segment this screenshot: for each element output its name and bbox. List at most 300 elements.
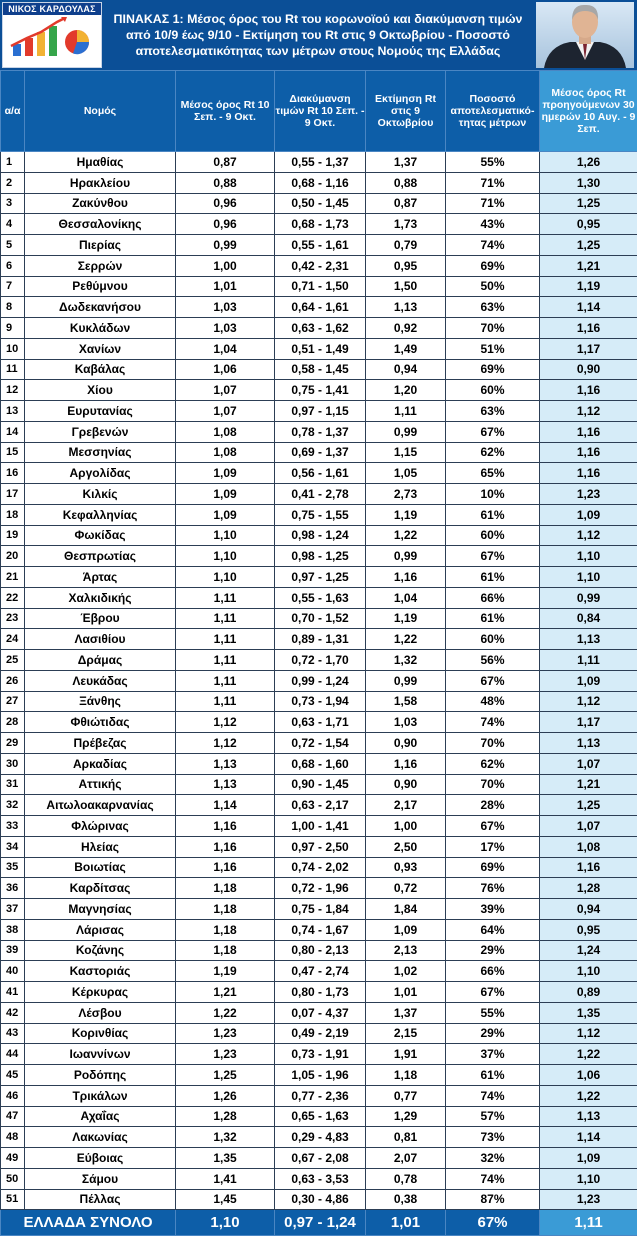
- row-effectiveness: 56%: [446, 650, 540, 671]
- row-mean: 1,10: [176, 546, 275, 567]
- row-range: 0,63 - 1,62: [275, 318, 366, 339]
- row-number: 2: [1, 172, 25, 193]
- table-row: [1, 421, 637, 442]
- row-estimate: 1,09: [366, 919, 446, 940]
- row-estimate: 2,07: [366, 1148, 446, 1169]
- row-number: 5: [1, 235, 25, 256]
- logo-name: ΝΙΚΟΣ ΚΑΡΔΟΥΛΑΣ: [3, 3, 101, 15]
- table-row: [1, 255, 637, 276]
- row-mean: 1,08: [176, 442, 275, 463]
- logo: [2, 2, 102, 68]
- row-effectiveness: 69%: [446, 255, 540, 276]
- row-estimate: 1,49: [366, 338, 446, 359]
- row-range: 0,55 - 1,63: [275, 587, 366, 608]
- row-effectiveness: 60%: [446, 629, 540, 650]
- row-prev-mean: 1,25: [540, 193, 637, 214]
- row-nomos: Μεσσηνίας: [25, 442, 176, 463]
- row-nomos: Ξάνθης: [25, 691, 176, 712]
- row-range: 0,99 - 1,24: [275, 670, 366, 691]
- row-mean: 1,18: [176, 940, 275, 961]
- row-number: 33: [1, 816, 25, 837]
- row-nomos: Δράμας: [25, 650, 176, 671]
- title-line-1: ΠΙΝΑΚΑΣ 1: Μέσος όρος του Rt του κορωνοϊού και διακύμανση τιμών: [106, 11, 530, 27]
- table-row: [1, 380, 637, 401]
- row-range: 0,73 - 1,91: [275, 1044, 366, 1065]
- row-range: 0,89 - 1,31: [275, 629, 366, 650]
- row-mean: 1,35: [176, 1148, 275, 1169]
- row-prev-mean: 1,16: [540, 463, 637, 484]
- table-row: [1, 504, 637, 525]
- row-number: 39: [1, 940, 25, 961]
- row-number: 1: [1, 152, 25, 173]
- total-mean: 1,10: [176, 1210, 275, 1236]
- row-number: 17: [1, 484, 25, 505]
- row-prev-mean: 1,21: [540, 774, 637, 795]
- row-range: 0,72 - 1,70: [275, 650, 366, 671]
- row-range: 0,98 - 1,25: [275, 546, 366, 567]
- row-effectiveness: 69%: [446, 359, 540, 380]
- row-estimate: 1,00: [366, 816, 446, 837]
- row-mean: 0,96: [176, 193, 275, 214]
- row-estimate: 2,15: [366, 1023, 446, 1044]
- row-number: 34: [1, 836, 25, 857]
- row-mean: 1,11: [176, 608, 275, 629]
- row-effectiveness: 71%: [446, 172, 540, 193]
- row-nomos: Αργολίδας: [25, 463, 176, 484]
- row-prev-mean: 1,12: [540, 401, 637, 422]
- row-number: 36: [1, 878, 25, 899]
- table-row: [1, 1044, 637, 1065]
- table-row: [1, 401, 637, 422]
- row-number: 27: [1, 691, 25, 712]
- row-nomos: Άρτας: [25, 567, 176, 588]
- row-nomos: Ηρακλείου: [25, 172, 176, 193]
- row-effectiveness: 55%: [446, 152, 540, 173]
- chart-logo-icon: [7, 16, 97, 58]
- row-effectiveness: 67%: [446, 982, 540, 1003]
- table-row: [1, 733, 637, 754]
- row-number: 21: [1, 567, 25, 588]
- row-nomos: Δωδεκανήσου: [25, 297, 176, 318]
- row-estimate: 0,93: [366, 857, 446, 878]
- row-estimate: 1,22: [366, 525, 446, 546]
- row-mean: 1,23: [176, 1023, 275, 1044]
- row-estimate: 1,32: [366, 650, 446, 671]
- row-mean: 1,21: [176, 982, 275, 1003]
- table-row: [1, 525, 637, 546]
- row-estimate: 0,94: [366, 359, 446, 380]
- row-range: 0,64 - 1,61: [275, 297, 366, 318]
- row-estimate: 1,03: [366, 712, 446, 733]
- row-mean: 1,22: [176, 1002, 275, 1023]
- row-effectiveness: 67%: [446, 816, 540, 837]
- table-row: [1, 1127, 637, 1148]
- row-nomos: Κιλκίς: [25, 484, 176, 505]
- row-effectiveness: 66%: [446, 587, 540, 608]
- table-row: [1, 442, 637, 463]
- header-banner: [0, 0, 637, 70]
- row-mean: 1,03: [176, 297, 275, 318]
- row-prev-mean: 0,95: [540, 919, 637, 940]
- row-mean: 1,10: [176, 525, 275, 546]
- row-effectiveness: 50%: [446, 276, 540, 297]
- row-prev-mean: 1,11: [540, 650, 637, 671]
- table-row: [1, 608, 637, 629]
- row-estimate: 1,73: [366, 214, 446, 235]
- row-effectiveness: 74%: [446, 1085, 540, 1106]
- row-estimate: 0,90: [366, 733, 446, 754]
- row-estimate: 1,84: [366, 899, 446, 920]
- row-number: 48: [1, 1127, 25, 1148]
- row-prev-mean: 1,06: [540, 1065, 637, 1086]
- row-range: 0,30 - 4,86: [275, 1189, 366, 1210]
- row-range: 0,72 - 1,54: [275, 733, 366, 754]
- row-prev-mean: 1,35: [540, 1002, 637, 1023]
- row-number: 18: [1, 504, 25, 525]
- row-prev-mean: 1,23: [540, 1189, 637, 1210]
- row-number: 42: [1, 1002, 25, 1023]
- row-estimate: 0,99: [366, 546, 446, 567]
- table-row: [1, 587, 637, 608]
- row-nomos: Λάρισας: [25, 919, 176, 940]
- row-prev-mean: 1,13: [540, 733, 637, 754]
- rt-table: [0, 70, 637, 1236]
- row-effectiveness: 28%: [446, 795, 540, 816]
- row-range: 0,74 - 1,67: [275, 919, 366, 940]
- row-effectiveness: 57%: [446, 1106, 540, 1127]
- row-nomos: Αχαΐας: [25, 1106, 176, 1127]
- row-number: 31: [1, 774, 25, 795]
- row-nomos: Καβάλας: [25, 359, 176, 380]
- row-number: 25: [1, 650, 25, 671]
- row-estimate: 0,99: [366, 421, 446, 442]
- row-range: 0,58 - 1,45: [275, 359, 366, 380]
- row-range: 0,73 - 1,94: [275, 691, 366, 712]
- row-effectiveness: 17%: [446, 836, 540, 857]
- table-header-row: [1, 71, 637, 152]
- row-number: 10: [1, 338, 25, 359]
- row-mean: 1,11: [176, 629, 275, 650]
- row-prev-mean: 1,22: [540, 1085, 637, 1106]
- row-range: 0,55 - 1,61: [275, 235, 366, 256]
- row-nomos: Εύβοιας: [25, 1148, 176, 1169]
- row-effectiveness: 67%: [446, 670, 540, 691]
- row-estimate: 0,87: [366, 193, 446, 214]
- row-number: 51: [1, 1189, 25, 1210]
- row-number: 28: [1, 712, 25, 733]
- row-prev-mean: 1,16: [540, 380, 637, 401]
- row-nomos: Λασιθίου: [25, 629, 176, 650]
- row-mean: 0,88: [176, 172, 275, 193]
- row-number: 3: [1, 193, 25, 214]
- row-nomos: Πρέβεζας: [25, 733, 176, 754]
- total-estimate: 1,01: [366, 1210, 446, 1236]
- table-row: [1, 338, 637, 359]
- col-range: Διακύμανση τιμών Rt 10 Σεπ. - 9 Οκτ.: [275, 71, 366, 152]
- row-mean: 1,25: [176, 1065, 275, 1086]
- table-row: [1, 484, 637, 505]
- row-range: 0,68 - 1,73: [275, 214, 366, 235]
- row-nomos: Αττικής: [25, 774, 176, 795]
- row-range: 0,68 - 1,16: [275, 172, 366, 193]
- row-mean: 1,08: [176, 421, 275, 442]
- row-mean: 1,10: [176, 567, 275, 588]
- row-prev-mean: 1,12: [540, 525, 637, 546]
- row-estimate: 0,81: [366, 1127, 446, 1148]
- row-number: 14: [1, 421, 25, 442]
- total-row: [1, 1210, 637, 1236]
- row-nomos: Καρδίτσας: [25, 878, 176, 899]
- row-nomos: Σερρών: [25, 255, 176, 276]
- row-nomos: Ρεθύμνου: [25, 276, 176, 297]
- row-estimate: 1,01: [366, 982, 446, 1003]
- table-row: [1, 1106, 637, 1127]
- row-estimate: 1,11: [366, 401, 446, 422]
- row-estimate: 2,13: [366, 940, 446, 961]
- table-row: [1, 318, 637, 339]
- row-number: 41: [1, 982, 25, 1003]
- row-effectiveness: 61%: [446, 567, 540, 588]
- row-range: 0,70 - 1,52: [275, 608, 366, 629]
- table-row: [1, 1023, 637, 1044]
- row-mean: 1,18: [176, 878, 275, 899]
- table-row: [1, 359, 637, 380]
- table-row: [1, 691, 637, 712]
- author-photo: [536, 2, 634, 68]
- row-range: 1,00 - 1,41: [275, 816, 366, 837]
- row-effectiveness: 62%: [446, 442, 540, 463]
- row-prev-mean: 1,10: [540, 546, 637, 567]
- row-prev-mean: 1,12: [540, 1023, 637, 1044]
- row-effectiveness: 60%: [446, 525, 540, 546]
- row-mean: 1,14: [176, 795, 275, 816]
- row-range: 0,51 - 1,49: [275, 338, 366, 359]
- row-estimate: 1,15: [366, 442, 446, 463]
- row-number: 15: [1, 442, 25, 463]
- row-effectiveness: 62%: [446, 753, 540, 774]
- row-effectiveness: 65%: [446, 463, 540, 484]
- row-prev-mean: 1,28: [540, 878, 637, 899]
- row-mean: 1,18: [176, 919, 275, 940]
- total-prev-mean: 1,11: [540, 1210, 637, 1236]
- row-effectiveness: 29%: [446, 1023, 540, 1044]
- row-nomos: Ζακύνθου: [25, 193, 176, 214]
- row-mean: 1,16: [176, 816, 275, 837]
- row-prev-mean: 1,14: [540, 297, 637, 318]
- table-row: [1, 1065, 637, 1086]
- row-estimate: 0,88: [366, 172, 446, 193]
- row-effectiveness: 64%: [446, 919, 540, 940]
- row-effectiveness: 55%: [446, 1002, 540, 1023]
- row-mean: 1,16: [176, 836, 275, 857]
- row-mean: 1,26: [176, 1085, 275, 1106]
- row-nomos: Έβρου: [25, 608, 176, 629]
- row-estimate: 0,79: [366, 235, 446, 256]
- row-mean: 1,11: [176, 587, 275, 608]
- row-range: 0,97 - 1,15: [275, 401, 366, 422]
- row-prev-mean: 1,07: [540, 816, 637, 837]
- row-nomos: Ηλείας: [25, 836, 176, 857]
- row-prev-mean: 0,95: [540, 214, 637, 235]
- row-mean: 1,41: [176, 1168, 275, 1189]
- row-range: 0,65 - 1,63: [275, 1106, 366, 1127]
- row-number: 46: [1, 1085, 25, 1106]
- row-number: 7: [1, 276, 25, 297]
- row-effectiveness: 63%: [446, 297, 540, 318]
- row-estimate: 1,16: [366, 567, 446, 588]
- row-range: 0,07 - 4,37: [275, 1002, 366, 1023]
- table-row: [1, 297, 637, 318]
- table-row: [1, 919, 637, 940]
- table-row: [1, 567, 637, 588]
- row-prev-mean: 1,16: [540, 318, 637, 339]
- table-row: [1, 1148, 637, 1169]
- row-estimate: 0,72: [366, 878, 446, 899]
- row-range: 0,78 - 1,37: [275, 421, 366, 442]
- row-prev-mean: 1,19: [540, 276, 637, 297]
- row-nomos: Λευκάδας: [25, 670, 176, 691]
- row-prev-mean: 1,13: [540, 629, 637, 650]
- row-effectiveness: 71%: [446, 193, 540, 214]
- row-range: 0,63 - 3,53: [275, 1168, 366, 1189]
- row-number: 26: [1, 670, 25, 691]
- total-effectiveness: 67%: [446, 1210, 540, 1236]
- row-estimate: 1,91: [366, 1044, 446, 1065]
- row-range: 0,72 - 1,96: [275, 878, 366, 899]
- row-prev-mean: 1,07: [540, 753, 637, 774]
- row-range: 0,67 - 2,08: [275, 1148, 366, 1169]
- row-mean: 1,11: [176, 650, 275, 671]
- row-prev-mean: 0,99: [540, 587, 637, 608]
- row-number: 50: [1, 1168, 25, 1189]
- table-row: [1, 1002, 637, 1023]
- row-range: 1,05 - 1,96: [275, 1065, 366, 1086]
- row-estimate: 1,58: [366, 691, 446, 712]
- col-aa: α/α: [1, 71, 25, 152]
- row-number: 8: [1, 297, 25, 318]
- row-mean: 1,12: [176, 712, 275, 733]
- row-estimate: 1,22: [366, 629, 446, 650]
- row-nomos: Φωκίδας: [25, 525, 176, 546]
- row-estimate: 0,99: [366, 670, 446, 691]
- row-nomos: Κυκλάδων: [25, 318, 176, 339]
- row-mean: 1,09: [176, 504, 275, 525]
- row-mean: 1,28: [176, 1106, 275, 1127]
- row-nomos: Ιωαννίνων: [25, 1044, 176, 1065]
- row-estimate: 1,20: [366, 380, 446, 401]
- row-prev-mean: 1,16: [540, 442, 637, 463]
- row-effectiveness: 63%: [446, 401, 540, 422]
- row-mean: 1,12: [176, 733, 275, 754]
- row-number: 16: [1, 463, 25, 484]
- row-prev-mean: 1,13: [540, 1106, 637, 1127]
- row-range: 0,97 - 2,50: [275, 836, 366, 857]
- row-effectiveness: 61%: [446, 608, 540, 629]
- row-nomos: Λέσβου: [25, 1002, 176, 1023]
- row-estimate: 0,95: [366, 255, 446, 276]
- row-estimate: 0,38: [366, 1189, 446, 1210]
- row-mean: 1,18: [176, 899, 275, 920]
- table-row: [1, 172, 637, 193]
- row-prev-mean: 1,30: [540, 172, 637, 193]
- table-row: [1, 214, 637, 235]
- row-mean: 1,13: [176, 774, 275, 795]
- row-number: 40: [1, 961, 25, 982]
- row-effectiveness: 74%: [446, 712, 540, 733]
- row-estimate: 1,02: [366, 961, 446, 982]
- row-estimate: 0,78: [366, 1168, 446, 1189]
- table-row: [1, 276, 637, 297]
- table-row: [1, 795, 637, 816]
- table-row: [1, 546, 637, 567]
- row-nomos: Κορινθίας: [25, 1023, 176, 1044]
- row-number: 11: [1, 359, 25, 380]
- row-mean: 1,09: [176, 484, 275, 505]
- row-effectiveness: 70%: [446, 318, 540, 339]
- table-row: [1, 629, 637, 650]
- row-estimate: 1,37: [366, 152, 446, 173]
- row-nomos: Βοιωτίας: [25, 857, 176, 878]
- row-effectiveness: 74%: [446, 1168, 540, 1189]
- row-nomos: Πέλλας: [25, 1189, 176, 1210]
- row-effectiveness: 74%: [446, 235, 540, 256]
- row-range: 0,69 - 1,37: [275, 442, 366, 463]
- row-range: 0,71 - 1,50: [275, 276, 366, 297]
- row-nomos: Φθιώτιδας: [25, 712, 176, 733]
- col-nomos: Νομός: [25, 71, 176, 152]
- row-prev-mean: 0,84: [540, 608, 637, 629]
- row-prev-mean: 1,26: [540, 152, 637, 173]
- row-range: 0,63 - 1,71: [275, 712, 366, 733]
- row-range: 0,47 - 2,74: [275, 961, 366, 982]
- row-mean: 1,00: [176, 255, 275, 276]
- row-nomos: Ροδόπης: [25, 1065, 176, 1086]
- row-nomos: Κοζάνης: [25, 940, 176, 961]
- row-number: 44: [1, 1044, 25, 1065]
- row-mean: 1,19: [176, 961, 275, 982]
- col-prev-mean: Μέσος όρος Rt προηγούμενων 30 ημερών 10 Αυγ. - 9 Σεπ.: [540, 71, 637, 152]
- row-effectiveness: 87%: [446, 1189, 540, 1210]
- row-nomos: Πιερίας: [25, 235, 176, 256]
- row-number: 30: [1, 753, 25, 774]
- row-nomos: Αρκαδίας: [25, 753, 176, 774]
- row-mean: 1,16: [176, 857, 275, 878]
- row-effectiveness: 67%: [446, 421, 540, 442]
- row-estimate: 1,37: [366, 1002, 446, 1023]
- row-number: 32: [1, 795, 25, 816]
- row-prev-mean: 1,25: [540, 795, 637, 816]
- row-prev-mean: 1,17: [540, 338, 637, 359]
- row-prev-mean: 1,10: [540, 1168, 637, 1189]
- row-estimate: 1,50: [366, 276, 446, 297]
- row-effectiveness: 39%: [446, 899, 540, 920]
- row-number: 47: [1, 1106, 25, 1127]
- total-label: ΕΛΛΑΔΑ ΣΥΝΟΛΟ: [1, 1210, 176, 1236]
- row-estimate: 1,19: [366, 504, 446, 525]
- row-range: 0,75 - 1,84: [275, 899, 366, 920]
- table-row: [1, 836, 637, 857]
- row-number: 9: [1, 318, 25, 339]
- row-effectiveness: 60%: [446, 380, 540, 401]
- row-nomos: Χαλκιδικής: [25, 587, 176, 608]
- row-mean: 1,13: [176, 753, 275, 774]
- row-number: 37: [1, 899, 25, 920]
- table-row: [1, 712, 637, 733]
- row-mean: 0,99: [176, 235, 275, 256]
- person-icon: [536, 2, 634, 68]
- col-estimate: Εκτίμηση Rt στις 9 Οκτωβρίου: [366, 71, 446, 152]
- row-range: 0,77 - 2,36: [275, 1085, 366, 1106]
